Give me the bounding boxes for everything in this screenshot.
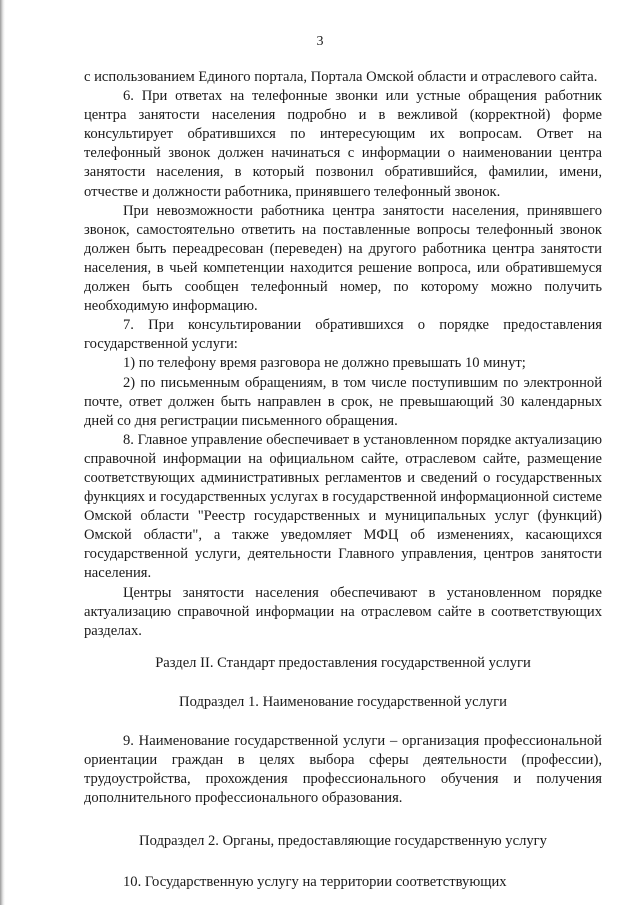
paragraph-item-8: 8. Главное управление обеспечивает в установленном порядке актуализацию справочной информации на официальном сайте, отраслевом сайте, размещение соответствующих административных регламентов и сведений о государственных функциях и государственных услугах в государственной информационной системе Омской области "Реестр государственных и муниципальных услуг (функций) Омской области", а также уведомляет МФЦ об изменениях, касающихся государственной услуги, деятельности Главного управления, центров занятости населения.	[84, 431, 602, 582]
paragraph-call-redirect: При невозможности работника центра занятости населения, принявшего звонок, самостоятельно ответить на поставленные вопросы телефонный звонок должен быть переадресован (переведен) на другого работника центра занятости населения, в чьей компетенции находится решение вопроса, или обратившемуся должен быть сообщен телефонный номер, по которому можно получить необходимую информацию.	[84, 202, 602, 315]
paragraph-item-7: 7. При консультировании обратившихся о порядке предоставления государственной услуги:	[84, 317, 602, 353]
paragraph-portal-usage: с использованием Единого портала, Портала Омской области и отраслевого сайта.	[84, 69, 598, 85]
paragraph-item-7-2: 2) по письменным обращениям, в том числе поступившим по электронной почте, ответ должен быть направлен в срок, не превышающий 30 календарных дней со дня регистрации письменного обращения.	[84, 374, 602, 429]
paragraph-item-10: 10. Государственную услугу на территории соответствующих	[123, 874, 507, 891]
paragraph-item-9: 9. Наименование государственной услуги – организация профессиональной ориентации граждан в целях выбора сферы деятельности (профессии), трудоустройства, прохождения профессионального обучения и получения дополнительного профессионального образования.	[84, 733, 602, 807]
section-heading: Раздел II. Стандарт предоставления государственной услуги	[155, 654, 531, 671]
paragraph-item-6: 6. При ответах на телефонные звонки или устные обращения работник центра занятости населения подробно и в вежливой (корректной) форме консультирует обратившихся по интересующим их вопросам. Ответ на телефонный звонок должен начинаться с информации о наименовании центра занятости населения, в который позвонил обратившийся, фамилии, имени, отчестве и должности работника, принявшего телефонный звонок.	[84, 88, 602, 200]
paragraph-employment-centers: Центры занятости населения обеспечивают в установленном порядке актуализацию справочной информации на отраслевом сайте в соответствующих разделах.	[84, 584, 602, 639]
subsection-heading-2: Подраздел 2. Органы, предоставляющие государственную услугу	[139, 833, 547, 850]
document-body	[84, 68, 602, 893]
paragraph-item-7-1: 1) по телефону время разговора не должно превышать 10 минут;	[123, 355, 526, 372]
page-number: 3	[316, 34, 324, 49]
scan-edge-shadow	[0, 0, 5, 905]
subsection-heading-1: Подраздел 1. Наименование государственной услуги	[179, 693, 507, 710]
